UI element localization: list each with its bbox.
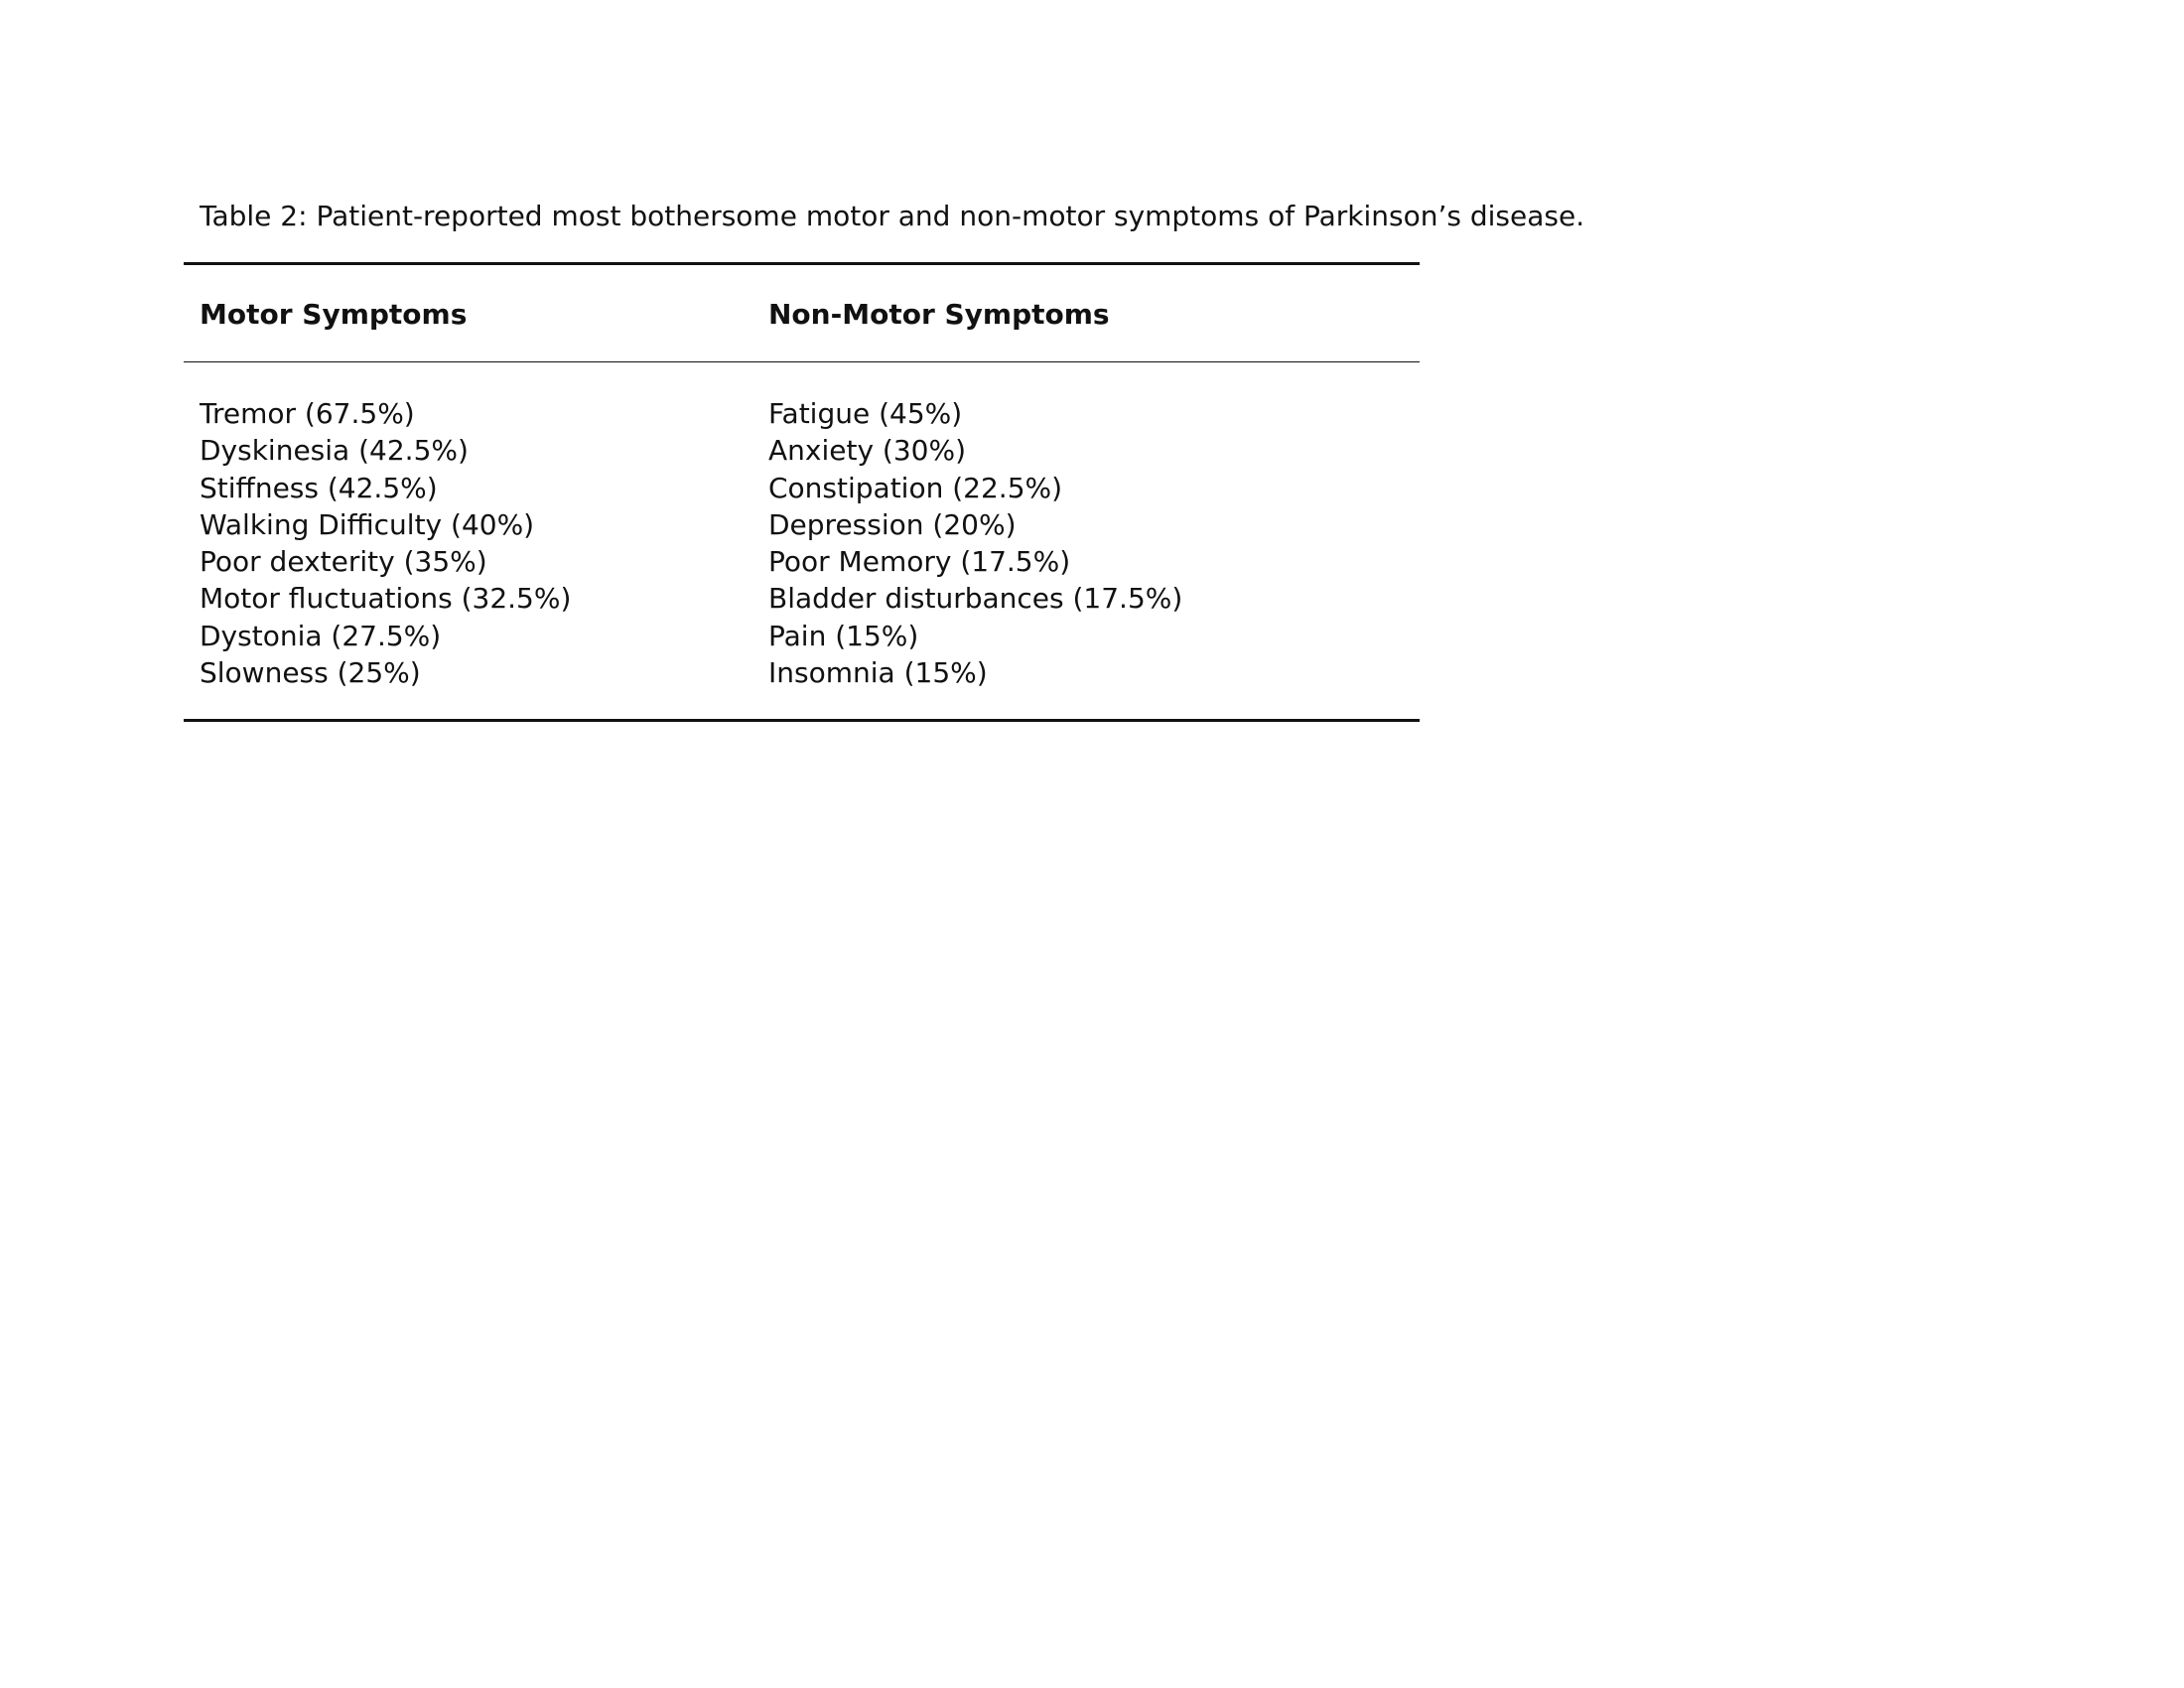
non-motor-symptoms-list	[768, 395, 1182, 691]
non-motor-symptom-item: Bladder disturbances (17.5%)	[768, 582, 1183, 616]
table-body-row	[184, 362, 1420, 719]
non-motor-symptom-item: Fatigue (45%)	[768, 397, 963, 430]
non-motor-symptom-item: Pain (15%)	[768, 619, 919, 652]
motor-symptom-item: Motor fluctuations (32.5%)	[200, 582, 572, 616]
motor-symptom-item: Dystonia (27.5%)	[200, 619, 442, 652]
motor-symptom-item: Slowness (25%)	[200, 656, 421, 690]
motor-symptom-item: Stiffness (42.5%)	[200, 471, 438, 504]
table-bottom-rule	[184, 719, 1420, 722]
table-caption: Table 2: Patient-reported most bothersome motor and non-motor symptoms of Parkinson’s disease.	[200, 200, 1585, 232]
non-motor-symptom-item: Insomnia (15%)	[768, 656, 988, 690]
non-motor-symptom-item: Constipation (22.5%)	[768, 471, 1063, 504]
non-motor-symptom-item: Anxiety (30%)	[768, 434, 967, 468]
non-motor-symptom-item: Depression (20%)	[768, 507, 1017, 541]
motor-symptom-item: Poor dexterity (35%)	[200, 545, 487, 579]
motor-symptom-item: Walking Difficulty (40%)	[200, 507, 535, 541]
motor-symptoms-list	[200, 395, 571, 691]
table-header-row	[184, 265, 1420, 361]
header-motor-symptoms: Motor Symptoms	[200, 298, 468, 331]
header-non-motor-symptoms: Non-Motor Symptoms	[768, 298, 1110, 331]
symptoms-table	[184, 262, 1420, 722]
motor-symptom-item: Tremor (67.5%)	[200, 397, 415, 430]
non-motor-symptom-item: Poor Memory (17.5%)	[768, 545, 1071, 579]
motor-symptom-item: Dyskinesia (42.5%)	[200, 434, 469, 468]
